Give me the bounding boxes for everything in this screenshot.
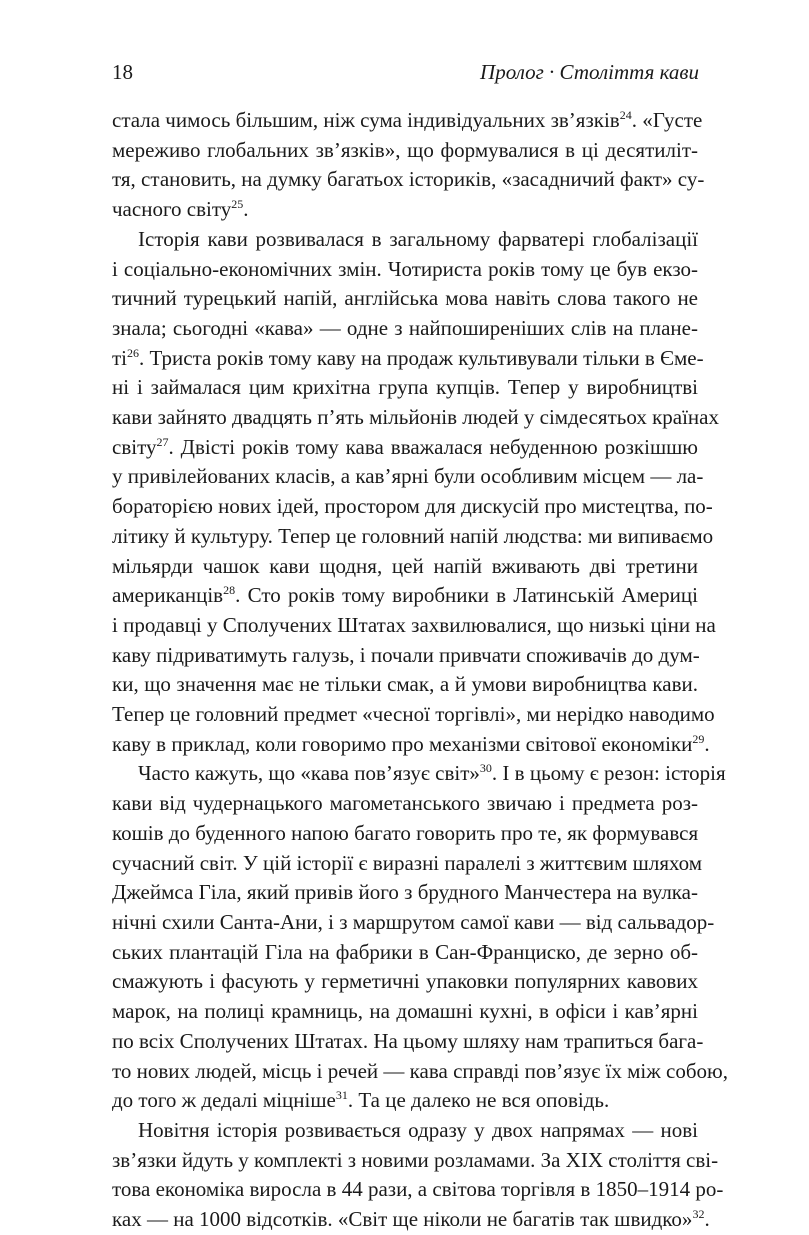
- text-line: [112, 1205, 710, 1235]
- page-number: 18: [112, 60, 133, 84]
- text-run: то нових людей, місць і речей — кава справді пов’язує їх між собою,: [112, 1058, 728, 1083]
- text-line: [112, 284, 698, 314]
- text-line: [112, 641, 698, 671]
- text-run: ках — на 1000 відсотків. «Світ ще ніколи не багатів так швидко»: [112, 1207, 693, 1232]
- text-run: смажують і фасують у герметичні упаковки популярних кавових: [112, 969, 698, 994]
- body-text: [112, 106, 728, 1235]
- text-run: . «Густе: [631, 108, 703, 132]
- text-line: [112, 552, 698, 582]
- text-line: [112, 878, 698, 908]
- page-header: [112, 60, 699, 85]
- text-run: кави зайнято двадцять п’ять мільйонів людей у сімдесятьох країнах: [112, 405, 719, 430]
- text-run: літику й культуру. Тепер це головний напій людства: ми випиваємо: [112, 523, 714, 548]
- paragraph: [112, 106, 705, 225]
- text-line: [112, 1175, 724, 1205]
- text-line: [112, 344, 704, 374]
- text-run: . Двісті років тому кава вважалася небуденною розкішшю: [168, 434, 698, 459]
- text-run: . Триста років тому каву на продаж культивували тільки в Єме-: [139, 345, 704, 370]
- text-run: зв’язки йдуть у комплекті з новими розламами. За XIX століття сві-: [112, 1147, 719, 1172]
- text-run: мереживо глобальних зв’язків», що формувалися в ці десятиліт-: [112, 137, 698, 162]
- text-line: [112, 314, 698, 344]
- text-line: [112, 938, 698, 968]
- footnote-ref: 32: [692, 1207, 705, 1222]
- text-run: сучасний світ. У цій історії є виразні паралелі з життєвим шляхом: [112, 850, 703, 875]
- text-run: Часто кажуть, що «кава пов’язує світ»: [138, 761, 480, 786]
- text-line: [112, 255, 698, 285]
- text-run: знала; сьогодні «кава» — одне з найпоширеніших слів на плане-: [112, 315, 698, 340]
- text-run: . І в цьому є резон: історія: [491, 761, 726, 786]
- text-line: [112, 195, 698, 225]
- text-line: [112, 611, 716, 641]
- text-run: каву підриватимуть галузь, і почали привчати споживачів до дум-: [112, 642, 700, 667]
- text-line: [112, 1057, 728, 1087]
- text-run: і соціально-економічних змін. Чотириста років тому це був екзо-: [112, 256, 698, 281]
- text-run: кави від чудернацького магометанського звичаю і предмета роз-: [112, 791, 698, 816]
- footnote-ref: 30: [479, 761, 492, 776]
- text-run: нічні схили Санта-Ани, і з маршрутом самої кави — від сальвадор-: [112, 909, 715, 934]
- text-run: марок, на полиці крамниць, на домашні кухні, в офіси і кав’ярні: [112, 999, 698, 1024]
- text-run: Історія кави розвивалася в загальному фарватері глобалізації: [138, 226, 698, 251]
- text-line: [112, 373, 698, 403]
- text-line: [112, 403, 719, 433]
- paragraph: [112, 759, 728, 1115]
- text-line: [112, 462, 704, 492]
- text-line: [112, 730, 710, 760]
- text-run: каву в приклад, коли говоримо про механізми світової економіки: [112, 731, 693, 756]
- text-line: [112, 522, 714, 552]
- text-line: [112, 581, 698, 611]
- text-line: [112, 1146, 719, 1176]
- text-run: това економіка виросла в 44 рази, а світова торгівля в 1850–1914 ро-: [112, 1177, 724, 1202]
- text-run: Новітня історія розвивається одразу у двох напрямах — нові: [138, 1117, 698, 1142]
- footnote-ref: 24: [619, 108, 632, 122]
- text-line: [112, 997, 698, 1027]
- paragraph: [112, 1116, 724, 1235]
- text-run: Джеймса Гіла, який привів його з брудного Манчестера на вулка-: [112, 880, 698, 905]
- text-line: [112, 789, 698, 819]
- text-run: стала чимось більшим, ніж сума індивідуальних зв’язків: [112, 108, 620, 132]
- footnote-ref: 26: [127, 345, 140, 360]
- text-line: [112, 967, 698, 997]
- text-run: до того ж дедалі міцніше: [112, 1088, 336, 1113]
- text-line: [112, 700, 715, 730]
- text-line: [112, 1086, 698, 1116]
- text-run: ських плантацій Гіла на фабрики в Сан-Франциско, де зерно об-: [112, 939, 698, 964]
- text-line: [112, 849, 703, 879]
- text-run: тичний турецький напій, англійська мова навіть слова такого не: [112, 286, 698, 311]
- footnote-ref: 28: [223, 583, 236, 598]
- text-run: і продавці у Сполучених Штатах захвилювалися, що низькі ціни на: [112, 612, 716, 637]
- text-run: ні і займалася цим крихітна група купців. Тепер у виробництві: [112, 375, 698, 400]
- text-line: [112, 106, 703, 136]
- footnote-ref: 25: [231, 197, 244, 212]
- text-line: [112, 492, 713, 522]
- text-run: ки, що значення має не тільки смак, а й умови виробництва кави.: [112, 672, 698, 697]
- text-run: ті: [112, 345, 128, 370]
- text-line: [112, 433, 698, 463]
- text-run: .: [243, 197, 249, 222]
- footnote-ref: 29: [692, 731, 705, 746]
- text-run: . Сто років тому виробники в Латинській Америці: [235, 583, 698, 608]
- text-run: мільярди чашок кави щодня, цей напій вживають дві третини: [112, 553, 698, 578]
- text-line: [112, 1116, 698, 1146]
- text-line: [112, 759, 726, 789]
- text-run: кошів до буденного напою багато говорить про те, як формувався: [112, 820, 699, 845]
- text-line: [112, 136, 698, 166]
- text-run: світу: [112, 434, 157, 459]
- text-line: [112, 165, 705, 195]
- text-line: [112, 819, 698, 849]
- text-run: часного світу: [112, 197, 232, 222]
- text-run: .: [704, 1207, 710, 1232]
- text-line: [112, 908, 715, 938]
- paragraph: [112, 225, 719, 760]
- text-line: [112, 1027, 704, 1057]
- text-run: тя, становить, на думку багатьох істориків, «засадничий факт» су-: [112, 167, 705, 192]
- text-run: бораторією нових ідей, простором для дискусій про мистецтва, по-: [112, 494, 713, 519]
- text-line: [112, 225, 698, 255]
- text-run: американців: [112, 583, 224, 608]
- text-run: по всіх Сполучених Штатах. На цьому шляху нам трапиться бага-: [112, 1028, 704, 1053]
- text-run: .: [704, 731, 710, 756]
- running-title: Пролог · Століття кави: [480, 60, 699, 84]
- text-run: . Та це далеко не вся оповідь.: [347, 1088, 610, 1113]
- text-run: Тепер це головний предмет «чесної торгівлі», ми нерідко наводимо: [112, 702, 715, 727]
- footnote-ref: 31: [335, 1088, 348, 1103]
- footnote-ref: 27: [156, 434, 169, 449]
- text-run: у привілейованих класів, а кав’ярні були особливим місцем — ла-: [112, 464, 704, 489]
- text-line: [112, 670, 698, 700]
